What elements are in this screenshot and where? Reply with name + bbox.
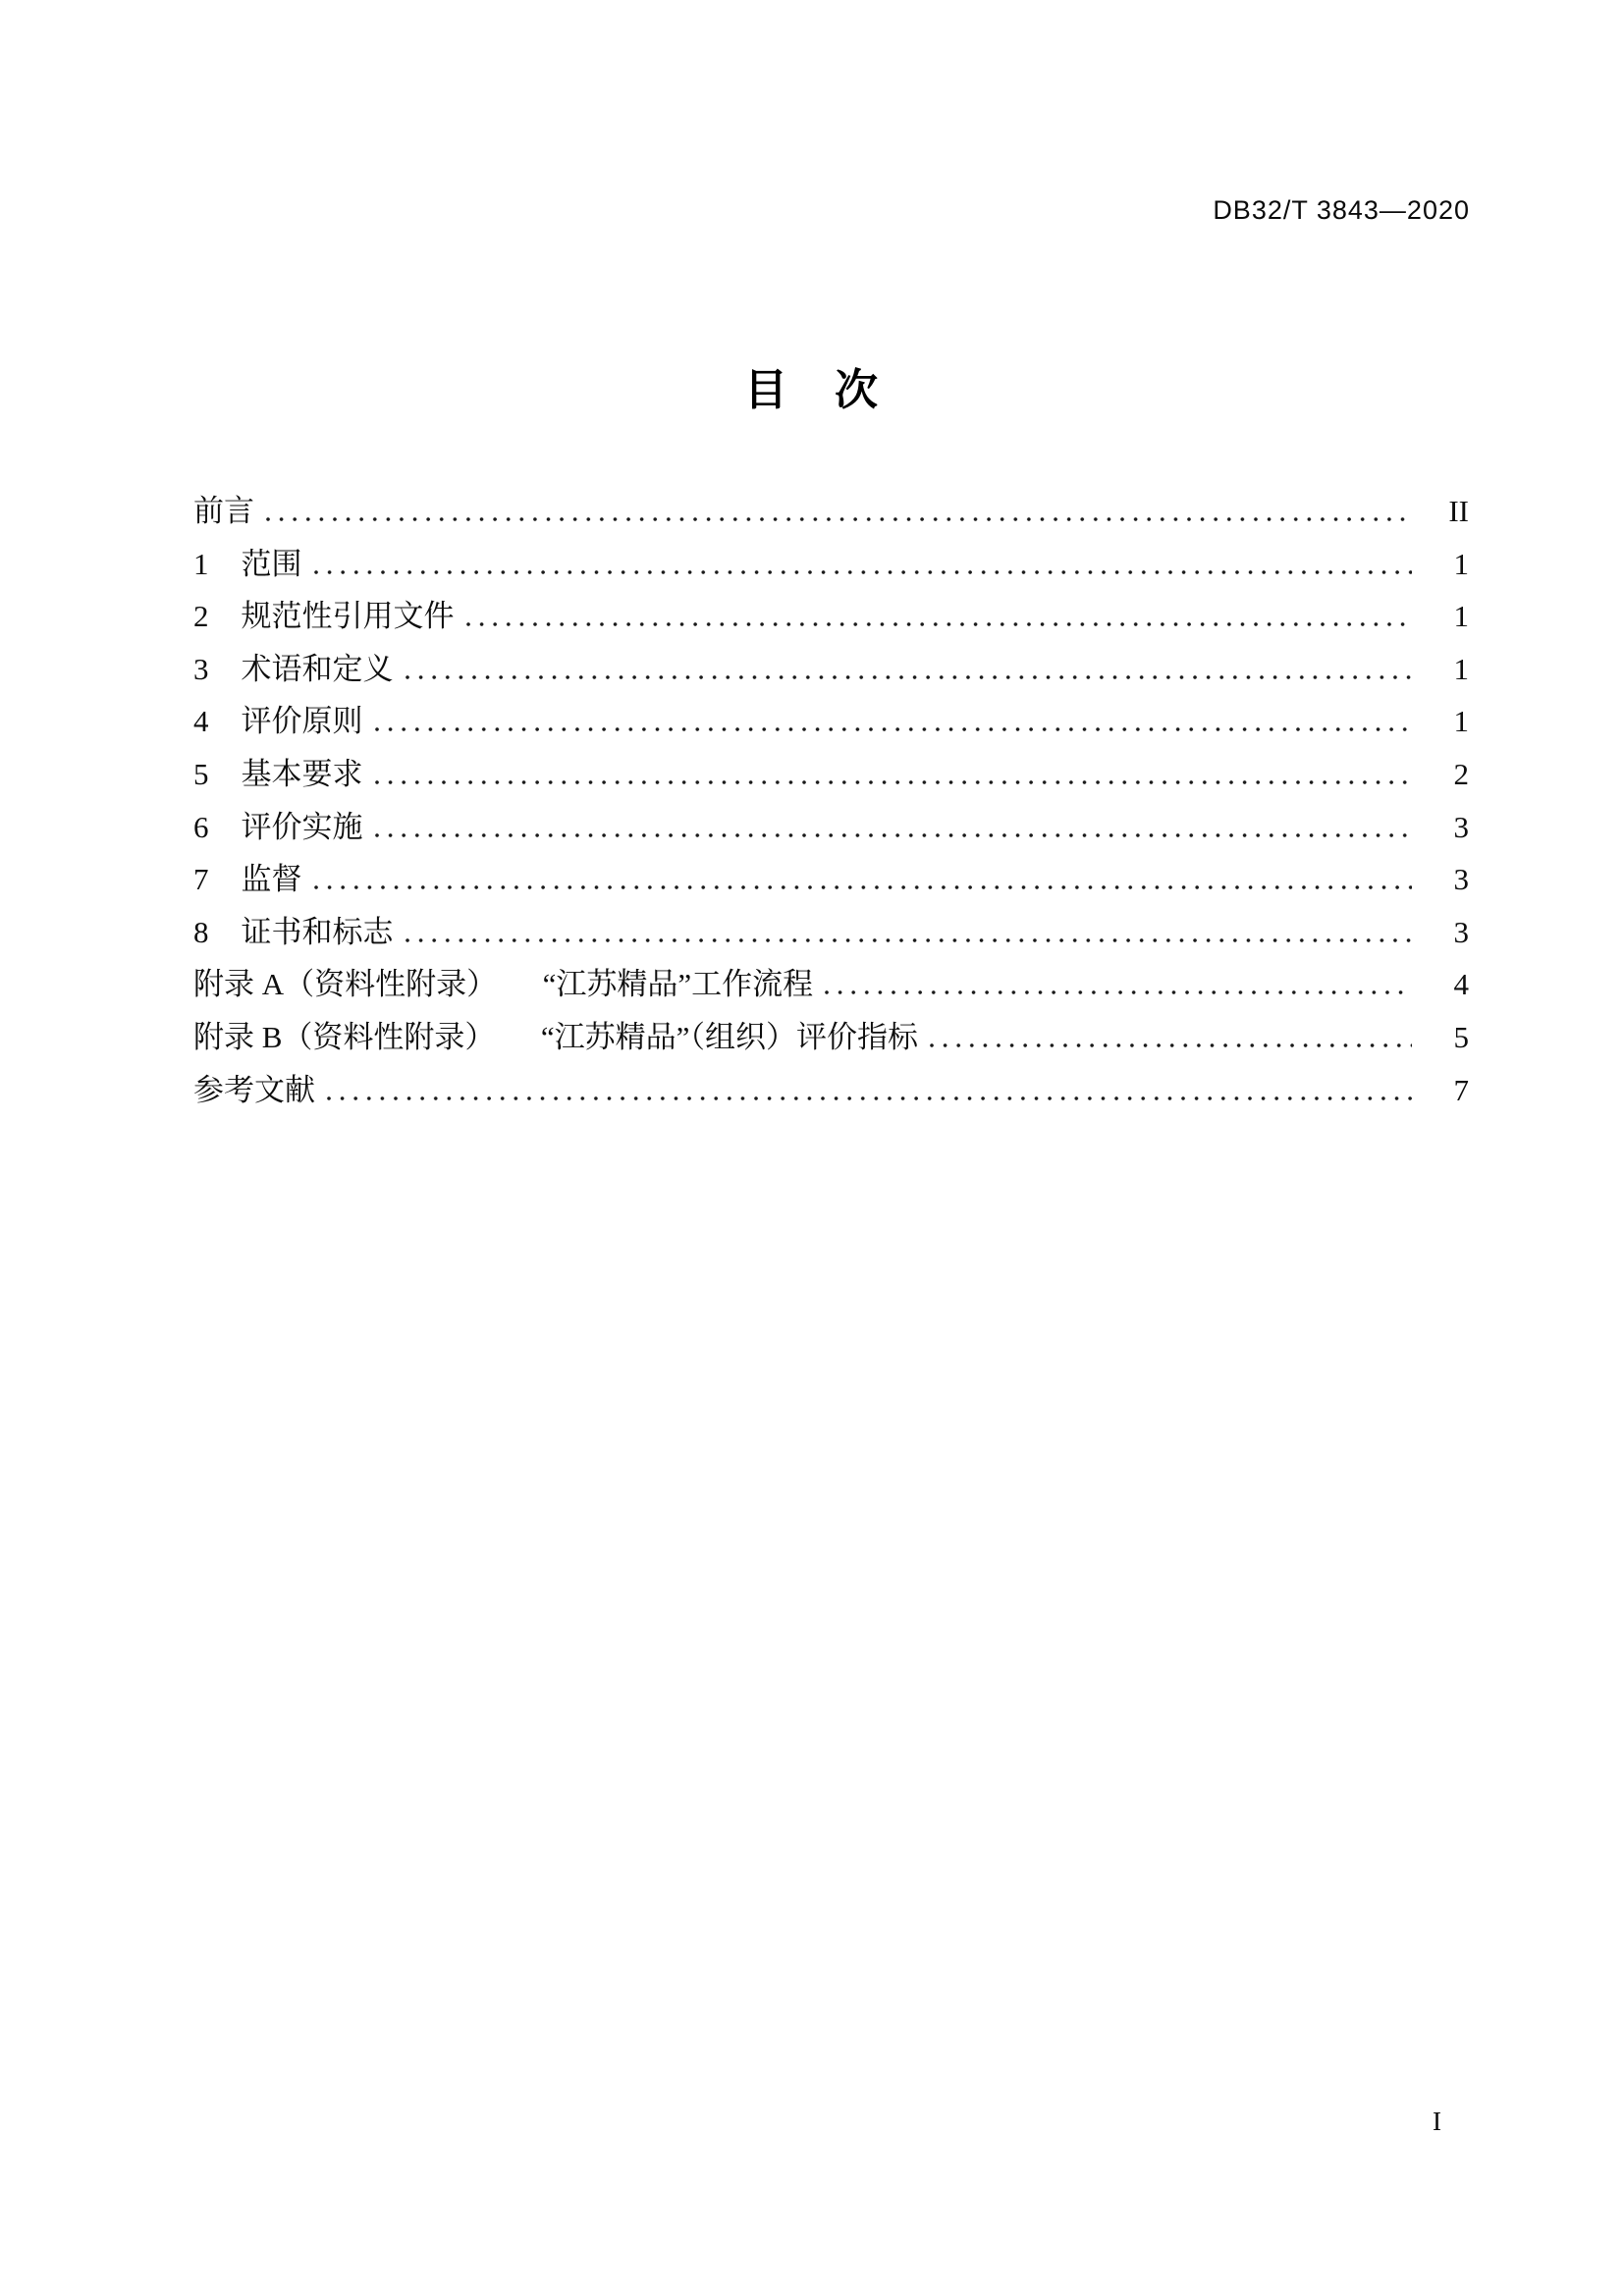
toc-row	[193, 756, 1469, 809]
toc-page-number: II	[1448, 494, 1469, 528]
toc-item-number: 8	[193, 914, 209, 949]
toc-row	[193, 493, 1469, 546]
toc-item-number: 1	[193, 546, 209, 581]
toc-item-label: 范围	[241, 546, 302, 581]
toc-item-label: 评价实施	[241, 809, 363, 844]
toc-item-number: 3	[193, 651, 209, 686]
toc-row	[193, 546, 1469, 599]
toc-page-number: 7	[1453, 1072, 1469, 1107]
toc-row	[193, 598, 1469, 651]
toc-row	[193, 1072, 1469, 1125]
toc-row	[193, 703, 1469, 756]
toc-item-number: 2	[193, 599, 209, 634]
dot-leader	[406, 938, 1413, 942]
doc-number: DB32/T 3843—2020	[1213, 195, 1470, 225]
toc-row	[193, 861, 1469, 914]
footer-page-number: I	[1433, 2107, 1441, 2136]
dot-leader	[406, 675, 1413, 679]
toc-page-number: 1	[1453, 546, 1469, 581]
toc-item-label: 参考文献	[193, 1072, 315, 1107]
toc-item-label: 附录 B（资料性附录） “江苏精品”（组织）评价指标	[193, 1019, 918, 1054]
toc-page-number: 1	[1453, 599, 1469, 634]
toc-page-number: 1	[1453, 651, 1469, 686]
toc-page-number: 5	[1453, 1019, 1469, 1054]
toc-page-number: 3	[1453, 914, 1469, 949]
toc-row	[193, 1019, 1469, 1072]
toc-row	[193, 651, 1469, 704]
toc-page-number: 2	[1453, 756, 1469, 791]
toc-item-number: 7	[193, 862, 209, 897]
table-of-contents	[193, 493, 1469, 1124]
toc-page-number: 4	[1453, 967, 1469, 1002]
dot-leader	[314, 570, 1413, 574]
page-title: 目 次	[744, 366, 880, 414]
toc-page-number: 1	[1453, 704, 1469, 739]
toc-page-number: 3	[1453, 809, 1469, 844]
dot-leader	[825, 990, 1412, 994]
dot-leader	[314, 885, 1413, 889]
dot-leader	[375, 833, 1413, 837]
toc-row	[193, 966, 1469, 1019]
toc-item-label: 证书和标志	[241, 914, 394, 949]
toc-item-number: 4	[193, 704, 209, 739]
toc-item-number: 6	[193, 809, 209, 844]
toc-row	[193, 914, 1469, 967]
toc-row	[193, 809, 1469, 862]
toc-page-number: 3	[1453, 862, 1469, 897]
dot-leader	[466, 622, 1413, 626]
toc-item-label: 术语和定义	[241, 651, 394, 686]
toc-item-label: 附录 A（资料性附录） “江苏精品”工作流程	[193, 967, 814, 1002]
dot-leader	[327, 1096, 1412, 1100]
toc-item-label: 评价原则	[241, 704, 363, 739]
toc-item-label: 规范性引用文件	[241, 599, 455, 634]
toc-item-label: 前言	[193, 494, 254, 528]
toc-item-label: 监督	[241, 862, 302, 897]
dot-leader	[375, 727, 1413, 731]
dot-leader	[930, 1043, 1412, 1047]
dot-leader	[375, 780, 1413, 784]
dot-leader	[266, 517, 1412, 521]
toc-item-label: 基本要求	[241, 756, 363, 791]
toc-item-number: 5	[193, 756, 209, 791]
